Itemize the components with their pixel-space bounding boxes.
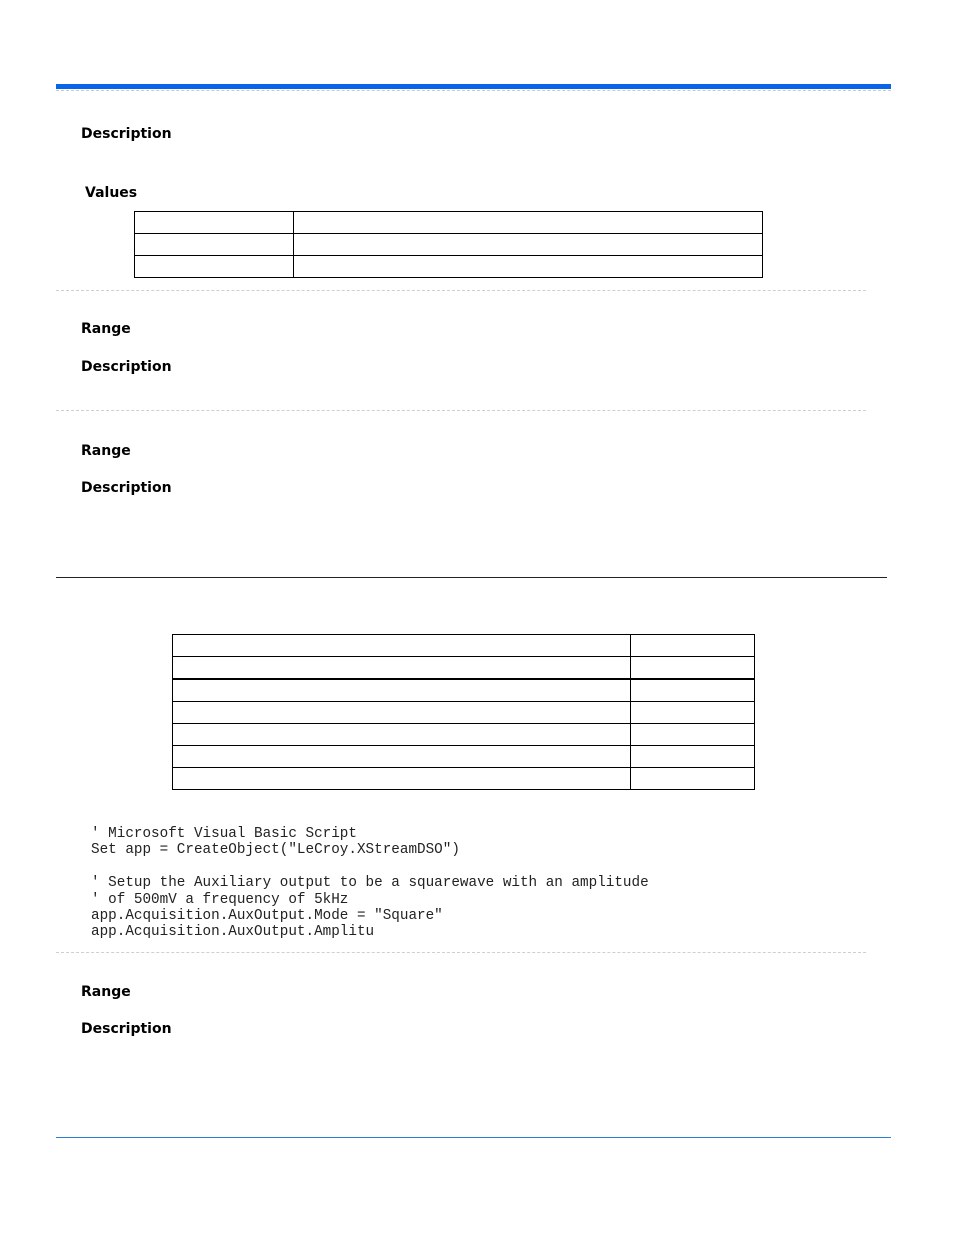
code-sample [91, 826, 649, 941]
heading-description: Description [81, 126, 172, 142]
table-cell [173, 746, 631, 768]
heading-range: Range [81, 984, 131, 1000]
properties-table [172, 634, 755, 790]
section-divider [56, 952, 866, 953]
heading-description: Description [81, 480, 172, 496]
section-divider [56, 290, 866, 291]
table-cell [173, 657, 631, 680]
table-cell [173, 635, 631, 657]
table-row [173, 702, 755, 724]
table-cell [631, 746, 755, 768]
table-row [173, 768, 755, 790]
table-row [135, 212, 763, 234]
table-cell [631, 724, 755, 746]
heading-description: Description [81, 1021, 172, 1037]
table-cell [173, 724, 631, 746]
table-cell [135, 234, 294, 256]
table-cell [631, 702, 755, 724]
table-cell [135, 212, 294, 234]
table-cell [294, 256, 763, 278]
table-cell [135, 256, 294, 278]
values-table [134, 211, 763, 278]
table-cell [173, 768, 631, 790]
code-line: Set app = CreateObject("LeCroy.XStreamDSO") [91, 842, 460, 859]
table-row [173, 635, 755, 657]
table-row [173, 724, 755, 746]
heading-range: Range [81, 443, 131, 459]
code-line: ' Microsoft Visual Basic Script [91, 826, 357, 842]
code-line: app.Acquisition.AuxOutput.Amplitu [91, 924, 375, 941]
table-cell [173, 702, 631, 724]
section-rule [56, 577, 887, 578]
heading-range: Range [81, 321, 131, 337]
heading-values: Values [85, 185, 138, 201]
table-row [135, 256, 763, 278]
table-cell [631, 635, 755, 657]
header-accent-bar [56, 84, 891, 89]
table-cell [631, 679, 755, 702]
code-line: app.Acquisition.AuxOutput.Mode = "Square" [91, 908, 443, 925]
section-divider [56, 410, 866, 411]
table-cell [173, 679, 631, 702]
code-line: ' of 500mV a frequency of 5kHz [91, 891, 349, 908]
table-cell [294, 212, 763, 234]
table-row [173, 657, 755, 680]
table-cell [631, 768, 755, 790]
header-dashed-rule [56, 90, 891, 91]
heading-description: Description [81, 359, 172, 375]
table-row [173, 746, 755, 768]
table-cell [631, 657, 755, 680]
code-line: ' Setup the Auxiliary output to be a squarewave with an amplitude [91, 875, 649, 892]
footer-rule [56, 1137, 891, 1138]
table-row [135, 234, 763, 256]
table-row [173, 679, 755, 702]
table-cell [294, 234, 763, 256]
